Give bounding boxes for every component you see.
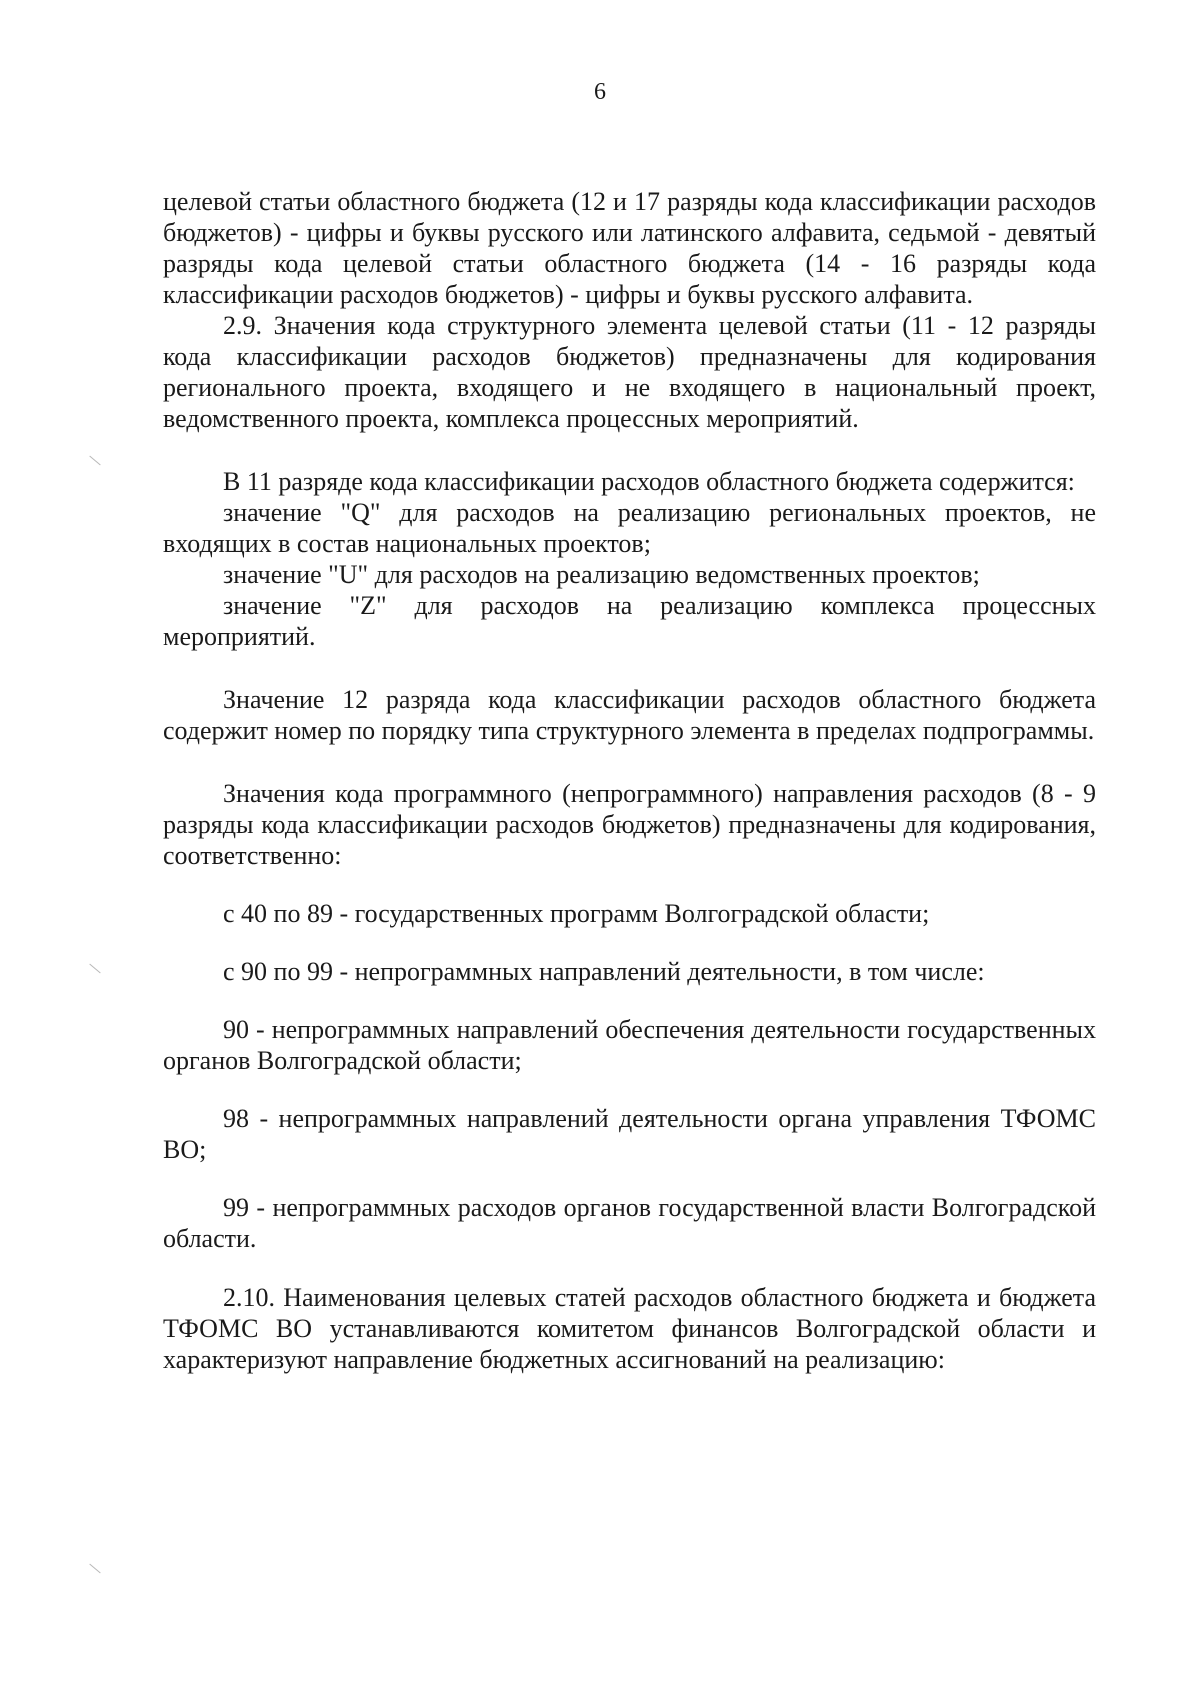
paragraph-continuation: целевой статьи областного бюджета (12 и 17 разряды кода классификации расходов бюджетов) - цифры и буквы русского или латинского алфавита, седьмой - девятый разряды кода целевой статьи областного бюджета (14 - 16 разряды кода классификации расходов бюджетов) - цифры и буквы русского алфавита. [163,187,1096,309]
page-number: 6 [594,79,606,105]
list-item-q: значение "Q" для расходов на реализацию региональных проектов, не входящих в состав национальных проектов; [163,498,1096,558]
scan-mark [89,964,100,974]
list-item-40-89: с 40 по 89 - государственных программ Волгоградской области; [223,899,930,928]
paragraph-direction-codes: Значения кода программного (непрограммного) направления расходов (8 - 9 разряды кода классификации расходов бюджетов) предназначены для кодирования, соответственно: [163,779,1096,870]
list-item-u: значение "U" для расходов на реализацию ведомственных проектов; [223,560,980,589]
scan-mark [89,1564,100,1574]
paragraph-digit-12: Значение 12 разряда кода классификации расходов областного бюджета содержит номер по порядку типа структурного элемента в пределах подпрограммы. [163,685,1096,745]
list-item-90-99: с 90 по 99 - непрограммных направлений деятельности, в том числе: [223,957,985,986]
paragraph-digit-11: В 11 разряде кода классификации расходов областного бюджета содержится: [223,467,1075,496]
document-body [163,186,1096,1375]
list-item-z: значение "Z" для расходов на реализацию комплекса процессных мероприятий. [163,591,1096,651]
scan-mark [89,456,100,466]
paragraph-2-10: 2.10. Наименования целевых статей расходов областного бюджета и бюджета ТФОМС ВО устанавливаются комитетом финансов Волгоградской области и характеризуют направление бюджетных ассигнований на реализацию: [163,1283,1096,1374]
paragraph-2-9: 2.9. Значения кода структурного элемента целевой статьи (11 - 12 разряды кода классификации расходов бюджетов) предназначены для кодирования регионального проекта, входящего и не входящего в национальный проект, ведомственного проекта, комплекса процессных мероприятий. [163,311,1096,433]
list-item-90: 90 - непрограммных направлений обеспечения деятельности государственных органов Волгоградской области; [163,1015,1096,1075]
list-item-98: 98 - непрограммных направлений деятельности органа управления ТФОМС ВО; [163,1104,1096,1164]
list-item-99: 99 - непрограммных расходов органов государственной власти Волгоградской области. [163,1193,1096,1253]
